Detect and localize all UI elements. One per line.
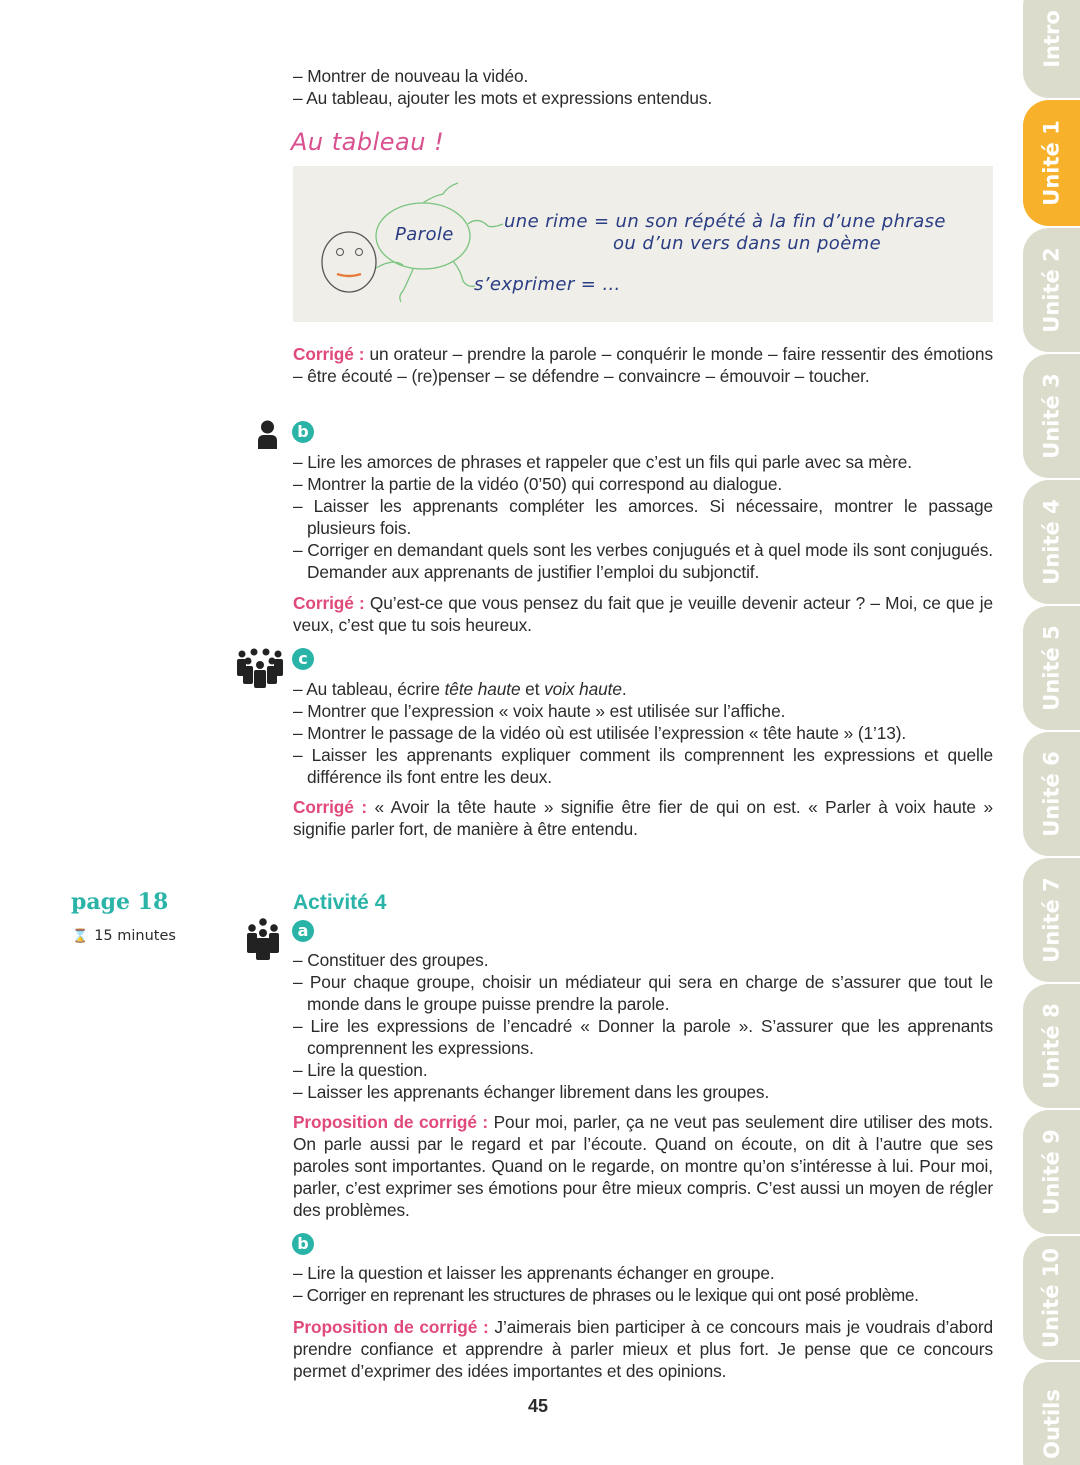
tab-unite-7[interactable]: Unité 7 xyxy=(1023,858,1080,982)
step: – Laisser les apprenants échanger librement dans les groupes. xyxy=(293,1082,770,1102)
step: – Au tableau, ajouter les mots et expressions entendus. xyxy=(293,88,713,108)
tab-unite-6[interactable]: Unité 6 xyxy=(1023,732,1080,856)
step: – Lire la question et laisser les apprenants échanger en groupe. xyxy=(293,1263,775,1283)
duration: ⌛ 15 minutes xyxy=(72,928,176,944)
board-line: s’exprimer = … xyxy=(474,274,621,295)
step: – Montrer la partie de la vidéo (0’50) qui correspond au dialogue. xyxy=(293,474,783,494)
tab-unite-3[interactable]: Unité 3 xyxy=(1023,354,1080,478)
step: – Lire les amorces de phrases et rappeler que c’est un fils qui parle avec sa mère. xyxy=(293,452,912,472)
corrige-paragraph: Corrigé : « Avoir la tête haute » signifie être fier de qui on est. « Parler à voix haute » signifie parler fort, de manière à être entendu. xyxy=(293,797,993,839)
board-heading: Au tableau ! xyxy=(291,128,445,156)
corrige-label: Proposition de corrigé : xyxy=(293,1112,489,1132)
tab-unite-8[interactable]: Unité 8 xyxy=(1023,984,1080,1108)
letter-badge-b: b xyxy=(292,421,314,443)
tab-intro[interactable]: Intro xyxy=(1023,0,1080,98)
tab-unite-2[interactable]: Unité 2 xyxy=(1023,228,1080,352)
board-line: ou d’un vers dans un poème xyxy=(613,233,882,254)
intro-steps xyxy=(293,65,993,109)
step: – Montrer de nouveau la vidéo. xyxy=(293,66,529,86)
corrige-paragraph: Corrigé : Qu’est-ce que vous pensez du fait que je veuille devenir acteur ? – Moi, ce que je veux, c’est que tu sois heureux. xyxy=(293,593,993,635)
whole-class-group-icon xyxy=(236,648,284,688)
tab-unite-10[interactable]: Unité 10 xyxy=(1023,1236,1080,1360)
individual-person-icon xyxy=(257,420,278,450)
small-group-icon xyxy=(246,918,280,960)
bubble-word: Parole xyxy=(395,224,454,245)
step: – Lire les expressions de l’encadré « Donner la parole ». S’assurer que les apprenants comprennent les expressions. xyxy=(293,1016,993,1058)
step: – Laisser les apprenants expliquer comment ils comprennent les expressions et quelle différence ils font entre les deux. xyxy=(293,745,993,787)
page-number: 45 xyxy=(528,1396,549,1416)
hourglass-icon: ⌛ xyxy=(72,929,89,944)
letter-badge-b: b xyxy=(292,1233,314,1255)
corrige-paragraph: Proposition de corrigé : Pour moi, parler, ça ne veut pas seulement dire utiliser des mots. On parle aussi par le regard et par l’écoute. Quand on écoute, on dit à l’autre que ses paroles sont importantes. Quand on le regarde, on montre qu’on s’intéresse à lui. Pour moi, parler, c’est exprimer ses émotions pour être mieux compris. C’est aussi un moyen de régler des problèmes. xyxy=(293,1112,993,1220)
page-reference: page 18 xyxy=(71,889,169,915)
step: – Laisser les apprenants compléter les amorces. Si nécessaire, montrer le passage plusieurs fois. xyxy=(293,496,993,538)
step: – Lire la question. xyxy=(293,1060,428,1080)
unit-tabs xyxy=(1023,0,1080,1465)
tab-unite-5[interactable]: Unité 5 xyxy=(1023,606,1080,730)
tab-unite-4[interactable]: Unité 4 xyxy=(1023,480,1080,604)
corrige-paragraph: Proposition de corrigé : J’aimerais bien participer à ce concours mais je voudrais d’abord prendre confiance et apprendre à parler mieux et plus fort. Je pense que ce concours permet d’exprimer des idées importantes et des opinions. xyxy=(293,1317,993,1381)
letter-badge-c: c xyxy=(292,648,314,670)
step: – Constituer des groupes. xyxy=(293,950,489,970)
step: – Montrer que l’expression « voix haute » est utilisée sur l’affiche. xyxy=(293,701,786,721)
section-b-steps xyxy=(293,451,993,583)
step: – Corriger en demandant quels sont les verbes conjugués et à quel mode ils sont conjugués. Demander aux apprenants de justifier l’emploi du subjonctif. xyxy=(293,540,993,582)
board-line: une rime = un son répété à la fin d’une phrase xyxy=(504,211,946,232)
step: – Corriger en reprenant les structures de phrases ou le lexique qui ont posé problème. xyxy=(293,1285,919,1305)
step: – Montrer le passage de la vidéo où est utilisée l’expression « tête haute » (1’13). xyxy=(293,723,907,743)
tab-outils[interactable]: Outils xyxy=(1023,1362,1080,1465)
corrige-paragraph: Corrigé : un orateur – prendre la parole – conquérir le monde – faire ressentir des émotions – être écouté – (re)penser – se défendre – convaincre – émouvoir – toucher. xyxy=(293,344,993,386)
letter-badge-a: a xyxy=(292,920,314,942)
section-c-steps xyxy=(293,678,993,788)
activity4-b-steps xyxy=(293,1262,993,1306)
corrige-label: Corrigé : xyxy=(293,797,367,817)
activity4-a-steps xyxy=(293,949,993,1103)
tab-unite-1[interactable]: Unité 1 xyxy=(1023,100,1080,226)
corrige-label: Proposition de corrigé : xyxy=(293,1317,489,1337)
tab-unite-9[interactable]: Unité 9 xyxy=(1023,1110,1080,1234)
step: – Pour chaque groupe, choisir un médiateur qui sera en charge de s’assurer que tout le monde dans le groupe puisse prendre la parole. xyxy=(293,972,993,1014)
board-illustration xyxy=(293,166,993,322)
activity-title: Activité 4 xyxy=(293,891,387,914)
corrige-label: Corrigé : xyxy=(293,344,365,364)
step: – Au tableau, écrire tête haute et voix haute. xyxy=(293,679,627,699)
corrige-label: Corrigé : xyxy=(293,593,365,613)
